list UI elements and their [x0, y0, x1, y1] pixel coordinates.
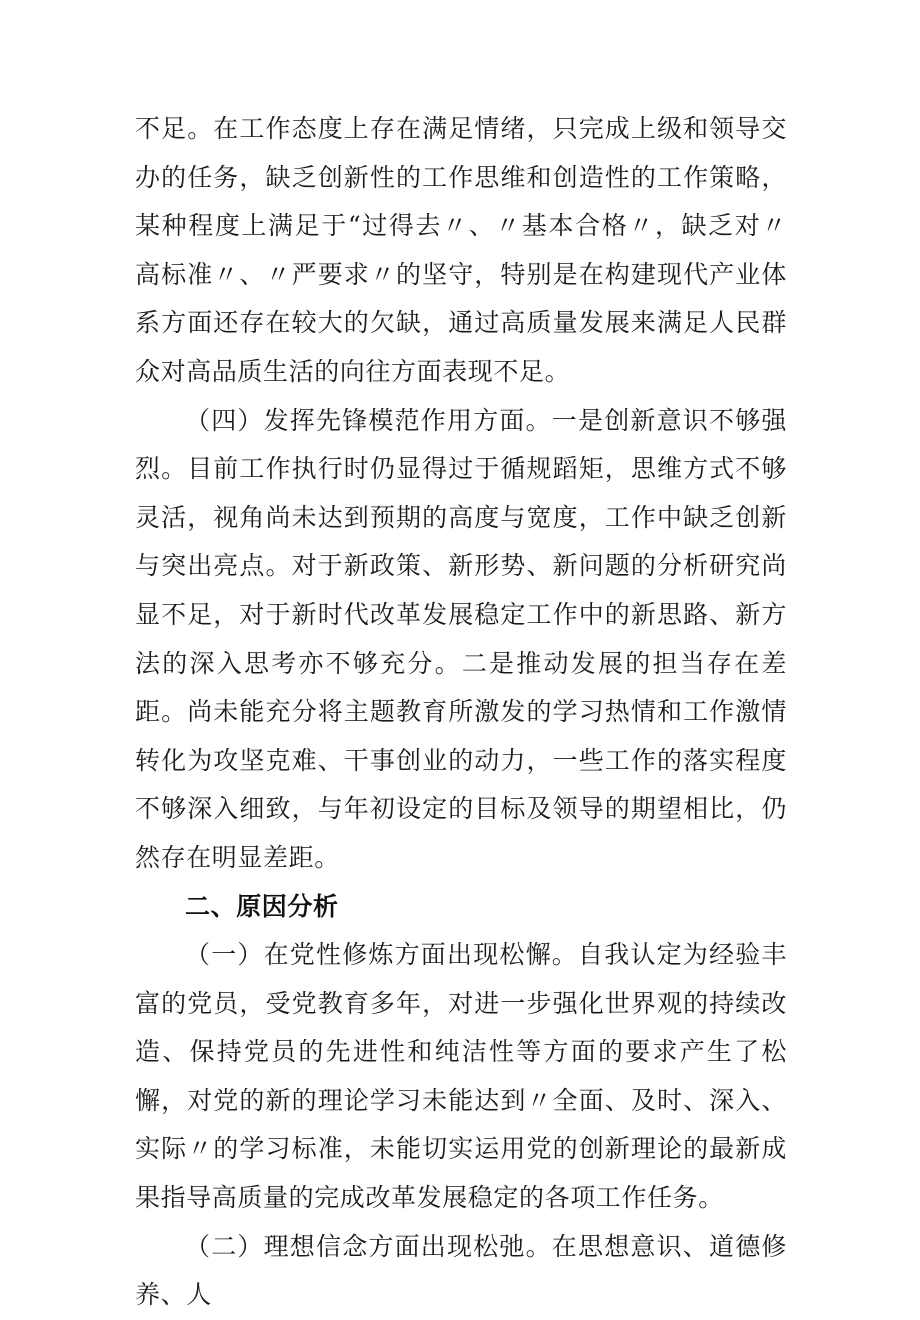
section-heading-cause-analysis: 二、原因分析 — [185, 891, 339, 921]
body-paragraph-2: （四）发挥先锋模范作用方面。一是创新意识不够强烈。目前工作执行时仍显得过于循规蹈矩，思维方式不够灵活，视角尚未达到预期的高度与宽度，工作中缺乏创新与突出亮点。对于新政策、新形势、新问题的分析研究尚显不足，对于新时代改革发展稳定工作中的新思路、新方法的深入思考亦不够充分。二是推动发展的担当存在差距。尚未能充分将主题教育所激发的学习热情和工作激情转化为攻坚克难、干事创业的动力，一些工作的落实程度不够深入细致，与年初设定的目标及领导的期望相比，仍然存在明显差距。 — [135, 405, 787, 872]
body-paragraph-4: （二）理想信念方面出现松弛。在思想意识、道德修养、人 — [135, 1231, 787, 1310]
body-paragraph-1: 不足。在工作态度上存在满足情绪，只完成上级和领导交办的任务，缺乏创新性的工作思维和创造性的工作策略，某种程度上满足于“过得去〃、〃基本合格〃，缺乏对〃高标准〃、〃严要求〃的坚守，特别是在构建现代产业体系方面还存在较大的欠缺，通过高质量发展来满足人民群众对高品质生活的向往方面表现不足。 — [135, 114, 787, 386]
document-page — [135, 105, 787, 1320]
body-paragraph-3: （一）在党性修炼方面出现松懈。自我认定为经验丰富的党员，受党教育多年，对进一步强化世界观的持续改造、保持党员的先进性和纯洁性等方面的要求产生了松懈，对党的新的理论学习未能达到〃全面、及时、深入、实际〃的学习标准，未能切实运用党的创新理论的最新成果指导高质量的完成改革发展稳定的各项工作任务。 — [135, 940, 787, 1213]
